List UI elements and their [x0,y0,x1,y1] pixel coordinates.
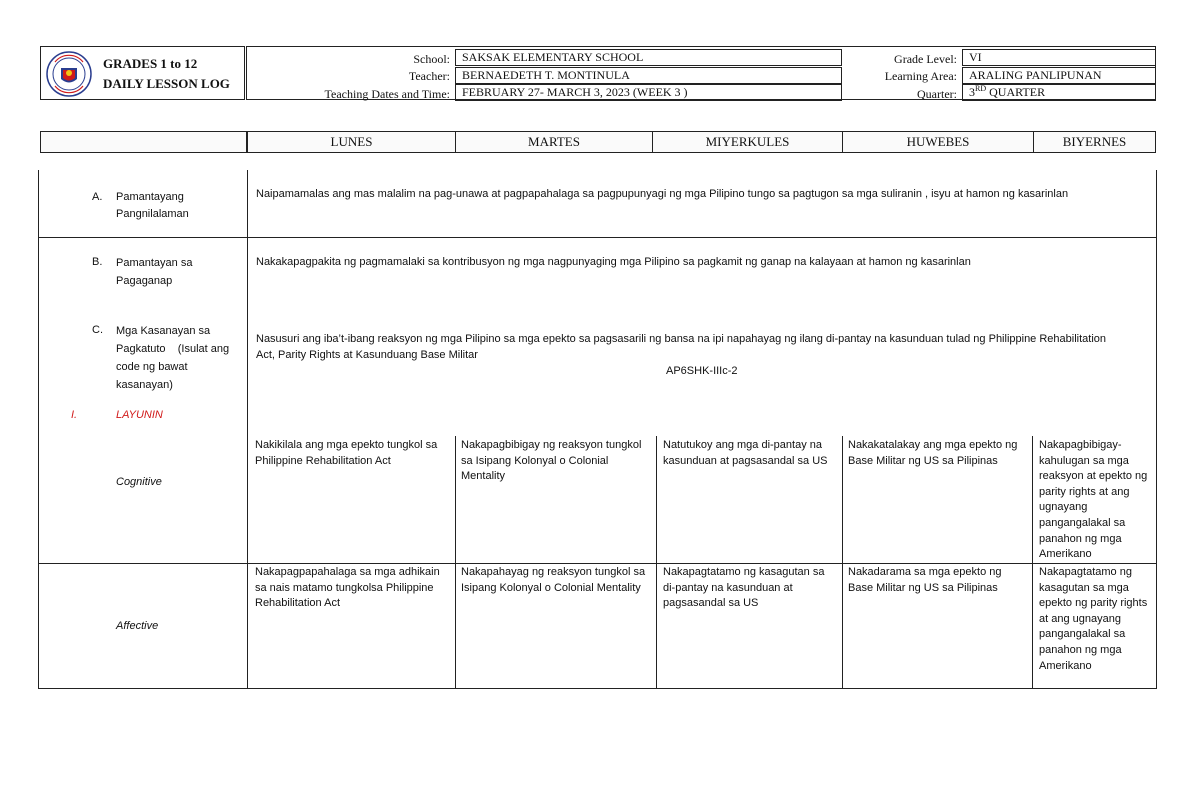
affective-label: Affective [116,620,159,632]
cognitive-label: Cognitive [116,476,162,488]
quarter-value: 3RD QUARTER [962,84,1156,101]
dates-value: FEBRUARY 27- MARCH 3, 2023 (WEEK 3 ) [455,84,842,101]
lesson-log-table [38,170,1157,689]
section-a-letter: A. [92,191,103,203]
teacher-value: BERNAEDETH T. MONTINULA [455,67,842,84]
row-divider [39,237,1156,238]
section-b-letter: B. [92,256,103,268]
day-header-huwebes: HUWEBES [842,131,1034,153]
school-value: SAKSAK ELEMENTARY SCHOOL [455,49,842,66]
lesson-log-title-box [40,46,245,100]
affective-cell-huwebes: Nakadarama sa mga epekto ng Base Militar ng US sa Pilipinas [848,566,1002,594]
objectives-heading: LAYUNIN [116,409,163,421]
cognitive-cell-lunes: Nakikilala ang mga epekto tungkol sa Philippine Rehabilitation Act [255,439,438,467]
day-header-martes: MARTES [455,131,653,153]
section-b-text: Nakakapagpakita ng pagmamalaki sa kontribusyon ng mga nagpunyaging mga Pilipino sa pagkamit ng ganap na kalayaan at hamon ng kasarinlan [256,256,971,268]
grade-label: Grade Level: [894,52,957,66]
day-header-biyernes: BIYERNES [1033,131,1156,153]
section-c-text: Nasusuri ang iba’t-ibang reaksyon ng mga Pilipino sa mga epekto sa pagsasarili ng bansa na ipi napahayag ng ilang di-pantay na kasunduan tulad ng Philippine Rehabilitation Act, Parity Rights at Kasunduang Base Militar [256,333,1107,361]
affective-cell-biyernes: Nakapagtatamo ng kasagutan sa mga epekto ng parity rights at ang ugnayang pangangalakal sa panahon ng mga Amerikano [1039,566,1148,672]
day-header-miyerkules: MIYERKULES [652,131,843,153]
affective-cell-miyerkules: Nakapagtatamo ng kasagutan sa di-pantay na kasunduan at pagsasandal sa US [663,566,825,610]
section-b-label: Pamantayan sa Pagaganap [116,257,193,287]
cognitive-cell-biyernes: Nakapagbibigay-kahulugan sa mga reaksyon at epekto ng parity rights at ang ugnayang pangangalakal sa panahon ng mga Amerikano [1039,439,1148,561]
day-column-divider [1032,436,1033,688]
section-c-code: AP6SHK-IIIc-2 [666,365,738,377]
label-column-divider [247,170,248,688]
day-column-divider [455,436,456,688]
section-a-text: Naipamamalas ang mas malalim na pag-unawa at pagpapahalaga sa pagpupunyagi ng mga Pilipino tungo sa pagtugon sa mga suliranin , isyu at hamon ng kasarinlan [256,188,1069,200]
section-c-label: Mga Kasanayan sa Pagkatuto (Isulat ang code ng bawat kasanayan) [116,325,233,391]
school-label: School: [413,52,450,66]
cognitive-cell-miyerkules: Natutukoy ang mga di-pantay na kasunduan at pagsasandal sa US [663,439,828,467]
affective-cell-martes: Nakapahayag ng reaksyon tungkol sa Isipang Kolonyal o Colonial Mentality [461,566,646,594]
affective-cell-lunes: Nakapagpapahalaga sa mga adhikain sa nais matamo tungkolsa Philippine Rehabilitation Act [255,566,440,610]
title-line-1: GRADES 1 to 12 [103,56,198,71]
objectives-number: I. [71,409,78,421]
section-c-letter: C. [92,324,103,336]
area-value: ARALING PANLIPUNAN [962,67,1156,84]
day-column-divider [656,436,657,688]
row-divider [39,563,1156,564]
section-a-label: Pamantayang Pangnilalaman [116,191,189,220]
day-header-blank [40,131,247,153]
grade-value: VI [962,49,1156,66]
cognitive-cell-huwebes: Nakakatalakay ang mga epekto ng Base Militar ng US sa Pilipinas [848,439,1018,467]
day-column-divider [842,436,843,688]
title-line-2: DAILY LESSON LOG [103,76,230,91]
dates-label: Teaching Dates and Time: [324,87,450,101]
day-header-lunes: LUNES [247,131,456,153]
teacher-label: Teacher: [408,69,450,83]
deped-seal-icon [46,51,92,97]
area-label: Learning Area: [884,69,957,83]
cognitive-cell-martes: Nakapagbibigay ng reaksyon tungkol sa Isipang Kolonyal o Colonial Mentality [461,439,642,483]
quarter-label: Quarter: [917,87,957,101]
